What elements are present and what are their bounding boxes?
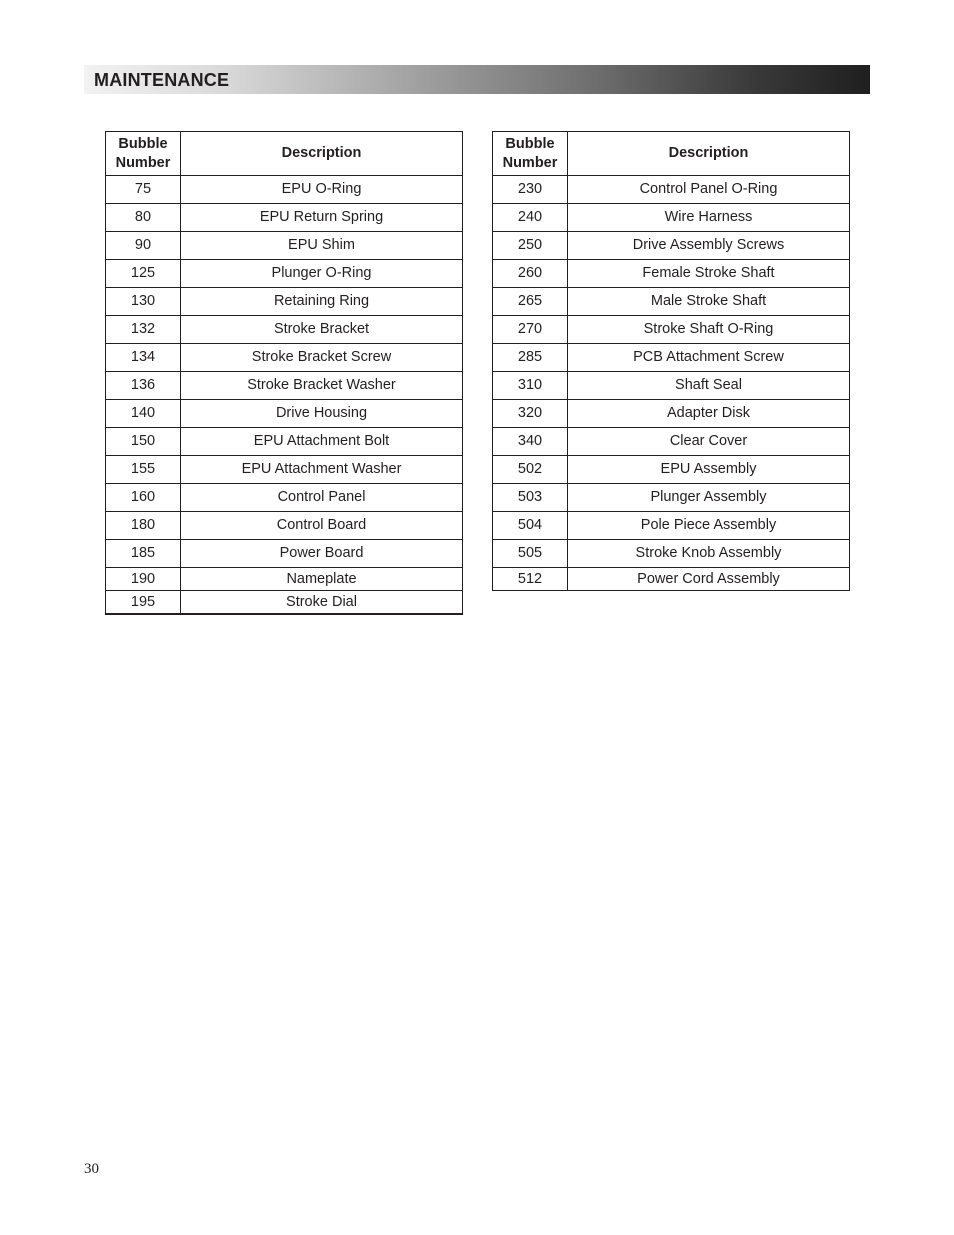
- bubble-number-cell: 134: [106, 344, 181, 372]
- bubble-number-cell: 310: [493, 372, 568, 400]
- table-row: [493, 540, 850, 568]
- table-row: [106, 591, 463, 615]
- table-row: [493, 176, 850, 204]
- description-cell: Plunger O-Ring: [181, 260, 463, 288]
- table-row: [493, 316, 850, 344]
- bubble-number-cell: 502: [493, 456, 568, 484]
- bubble-number-cell: 90: [106, 232, 181, 260]
- bubble-number-cell: 503: [493, 484, 568, 512]
- table-row: [106, 456, 463, 484]
- description-cell: Drive Assembly Screws: [568, 232, 850, 260]
- description-cell: Stroke Bracket Washer: [181, 372, 463, 400]
- bubble-number-cell: 340: [493, 428, 568, 456]
- section-title: MAINTENANCE: [94, 70, 230, 90]
- description-cell: Control Panel: [181, 484, 463, 512]
- description-cell: EPU Attachment Washer: [181, 456, 463, 484]
- table-row: [493, 456, 850, 484]
- bubble-number-cell: 320: [493, 400, 568, 428]
- description-cell: Clear Cover: [568, 428, 850, 456]
- table-row: [493, 512, 850, 540]
- bubble-number-cell: 125: [106, 260, 181, 288]
- bubble-number-cell: 265: [493, 288, 568, 316]
- table-row: [106, 484, 463, 512]
- bubble-number-cell: 132: [106, 316, 181, 344]
- table-row: [106, 540, 463, 568]
- table-row: [493, 344, 850, 372]
- description-cell: Stroke Knob Assembly: [568, 540, 850, 568]
- description-cell: Stroke Dial: [181, 591, 463, 615]
- description-cell: Power Board: [181, 540, 463, 568]
- table-header-row: [106, 132, 463, 176]
- column-header-description: Description: [181, 132, 463, 176]
- parts-table-left: [105, 131, 463, 615]
- table-row: [493, 484, 850, 512]
- description-cell: EPU Attachment Bolt: [181, 428, 463, 456]
- bubble-number-cell: 155: [106, 456, 181, 484]
- description-cell: Plunger Assembly: [568, 484, 850, 512]
- description-cell: Retaining Ring: [181, 288, 463, 316]
- bubble-number-cell: 230: [493, 176, 568, 204]
- table-row: [493, 428, 850, 456]
- description-cell: PCB Attachment Screw: [568, 344, 850, 372]
- bubble-number-cell: 150: [106, 428, 181, 456]
- page-number: 30: [84, 1161, 99, 1177]
- table-row: [493, 204, 850, 232]
- bubble-number-cell: 240: [493, 204, 568, 232]
- description-cell: Stroke Bracket Screw: [181, 344, 463, 372]
- description-cell: Drive Housing: [181, 400, 463, 428]
- table-row: [106, 344, 463, 372]
- description-cell: Stroke Shaft O-Ring: [568, 316, 850, 344]
- description-cell: Control Panel O-Ring: [568, 176, 850, 204]
- column-header-bubble-number: Bubble Number: [106, 132, 181, 176]
- table-row: [106, 512, 463, 540]
- table-header-row: [493, 132, 850, 176]
- table-row: [493, 400, 850, 428]
- table-row: [106, 316, 463, 344]
- bubble-number-cell: 80: [106, 204, 181, 232]
- description-cell: Shaft Seal: [568, 372, 850, 400]
- bubble-number-cell: 75: [106, 176, 181, 204]
- table-row: [106, 568, 463, 591]
- description-cell: Stroke Bracket: [181, 316, 463, 344]
- column-header-description: Description: [568, 132, 850, 176]
- description-cell: Nameplate: [181, 568, 463, 591]
- description-cell: Control Board: [181, 512, 463, 540]
- table-row: [493, 372, 850, 400]
- description-cell: EPU O-Ring: [181, 176, 463, 204]
- bubble-number-cell: 505: [493, 540, 568, 568]
- table-row: [106, 176, 463, 204]
- bubble-number-cell: 270: [493, 316, 568, 344]
- table-row: [106, 372, 463, 400]
- bubble-number-cell: 130: [106, 288, 181, 316]
- bubble-number-cell: 512: [493, 568, 568, 591]
- description-cell: Power Cord Assembly: [568, 568, 850, 591]
- column-header-bubble-number: Bubble Number: [493, 132, 568, 176]
- bubble-number-cell: 136: [106, 372, 181, 400]
- description-cell: EPU Assembly: [568, 456, 850, 484]
- description-cell: Wire Harness: [568, 204, 850, 232]
- bubble-number-cell: 140: [106, 400, 181, 428]
- bubble-number-cell: 250: [493, 232, 568, 260]
- table-row: [106, 260, 463, 288]
- table-row: [106, 232, 463, 260]
- description-cell: EPU Shim: [181, 232, 463, 260]
- bubble-number-cell: 180: [106, 512, 181, 540]
- table-row: [493, 232, 850, 260]
- table-row: [493, 288, 850, 316]
- description-cell: EPU Return Spring: [181, 204, 463, 232]
- table-row: [493, 568, 850, 591]
- bubble-number-cell: 190: [106, 568, 181, 591]
- bubble-number-cell: 285: [493, 344, 568, 372]
- parts-table-right: [492, 131, 850, 591]
- section-header-banner: [84, 65, 870, 94]
- description-cell: Adapter Disk: [568, 400, 850, 428]
- bubble-number-cell: 185: [106, 540, 181, 568]
- table-row: [106, 428, 463, 456]
- table-row: [106, 288, 463, 316]
- description-cell: Female Stroke Shaft: [568, 260, 850, 288]
- table-row: [493, 260, 850, 288]
- bubble-number-cell: 504: [493, 512, 568, 540]
- description-cell: Pole Piece Assembly: [568, 512, 850, 540]
- bubble-number-cell: 160: [106, 484, 181, 512]
- bubble-number-cell: 195: [106, 591, 181, 615]
- table-row: [106, 204, 463, 232]
- bubble-number-cell: 260: [493, 260, 568, 288]
- table-row: [106, 400, 463, 428]
- description-cell: Male Stroke Shaft: [568, 288, 850, 316]
